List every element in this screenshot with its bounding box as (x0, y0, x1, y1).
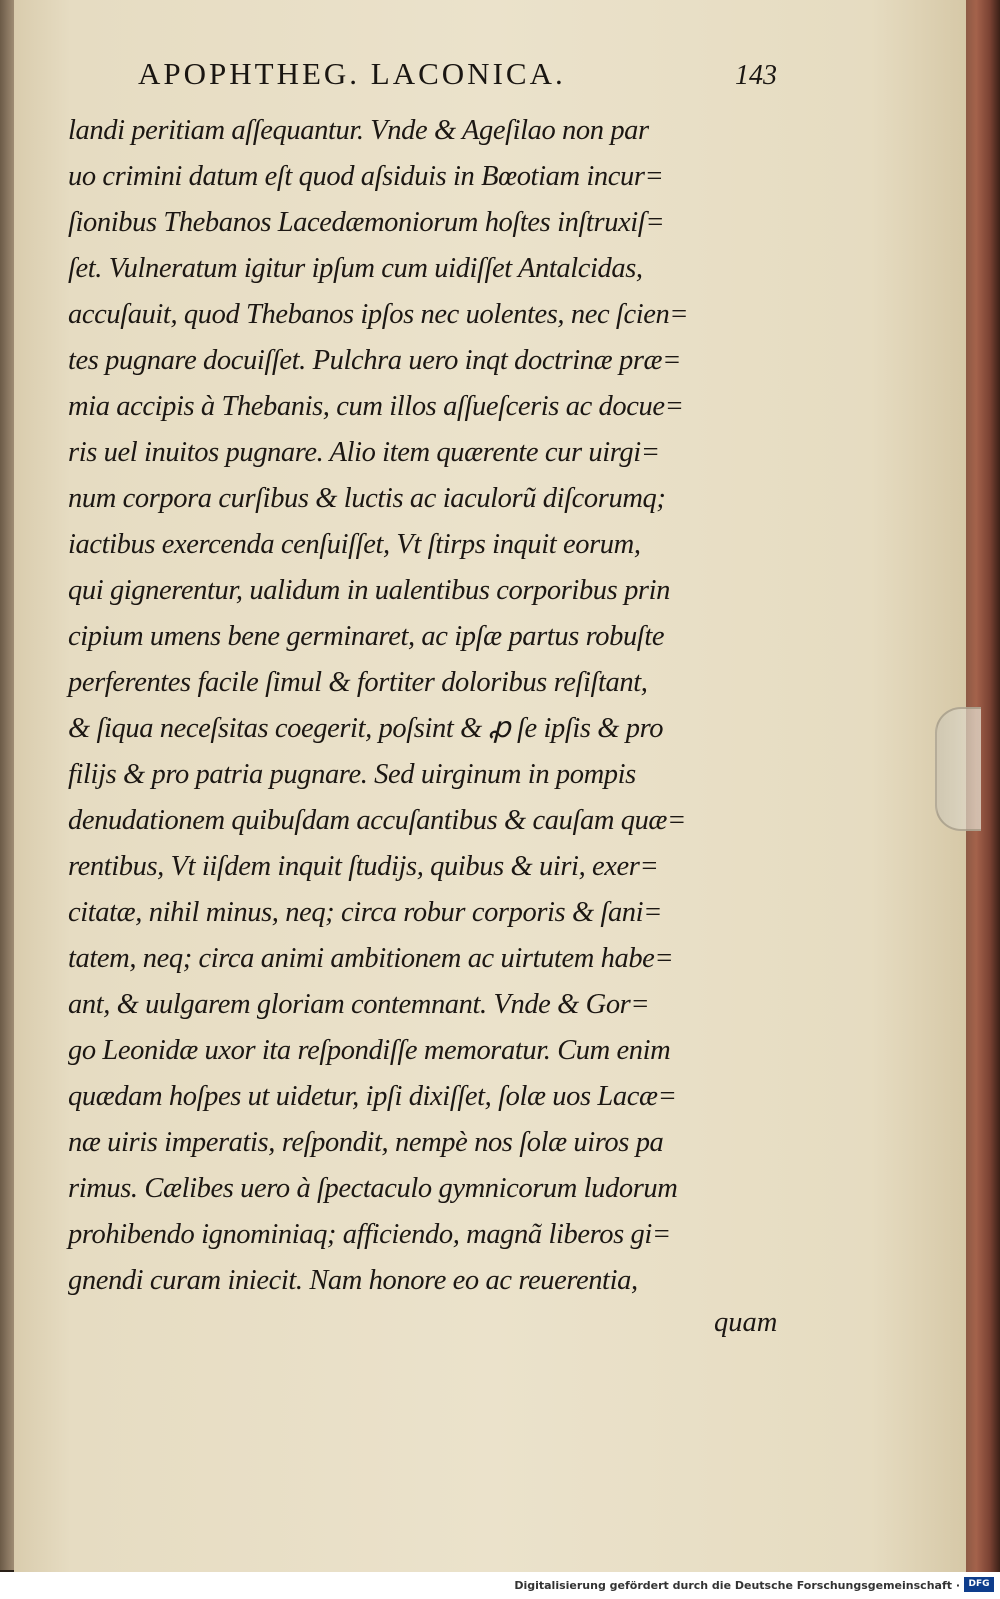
text-line: landi peritiam aſſequantur. Vnde & Ageſilao non par (68, 115, 649, 146)
page-clip-tab (935, 707, 981, 831)
footer-bar (0, 1572, 1000, 1599)
text-line: num corpora curſibus & luctis ac iaculorũ diſcorumq; (68, 483, 666, 514)
text-line: mia accipis à Thebanis, cum illos aſſueſceris ac docue= (68, 391, 684, 422)
text-line: go Leonidæ uxor ita reſpondiſſe memoratur. Cum enim (68, 1035, 671, 1066)
catchword: quam (714, 1307, 778, 1338)
text-line: accuſauit, quod Thebanos ipſos nec uolentes, nec ſcien= (68, 299, 689, 330)
text-line: ant, & uulgarem gloriam contemnant. Vnde & Gor= (68, 989, 650, 1020)
text-line: ſet. Vulneratum igitur ipſum cum uidiſſet Antalcidas, (68, 253, 643, 284)
text-line: quædam hoſpes ut uidetur, ipſi dixiſſet, ſolæ uos Lacæ= (68, 1081, 677, 1112)
text-line: & ſiqua neceſsitas coegerit, poſsint & ꝓ ſe ipſis & pro (68, 713, 664, 744)
text-line: iactibus exercenda cenſuiſſet, Vt ſtirps inquit eorum, (68, 529, 641, 560)
text-line: tes pugnare docuiſſet. Pulchra uero inqt doctrinæ præ= (68, 345, 681, 376)
text-line: uo crimini datum eſt quod aſsiduis in Bœotiam incur= (68, 161, 664, 192)
text-line: prohibendo ignominiaq; afficiendo, magnã liberos gi= (68, 1219, 671, 1250)
text-line: cipium umens bene germinaret, ac ipſæ partus robuſte (68, 621, 665, 652)
text-line: perferentes facile ſimul & fortiter doloribus reſiſtant, (68, 667, 648, 698)
text-line: ſionibus Thebanos Lacedæmoniorum hoſtes inſtruxiſ= (68, 207, 665, 238)
text-line: denudationem quibuſdam accuſantibus & cauſam quæ= (68, 805, 686, 836)
footer-credit: Digitalisierung gefördert durch die Deutsche Forschungsgemeinschaft · (514, 1579, 960, 1592)
text-block (68, 108, 798, 1304)
text-line: rimus. Cælibes uero à ſpectaculo gymnicorum ludorum (68, 1173, 678, 1204)
text-line: ris uel inuitos pugnare. Alio item quærente cur uirgi= (68, 437, 660, 468)
text-line: qui gignerentur, ualidum in ualentibus corporibus prin (68, 575, 670, 606)
text-line: næ uiris imperatis, reſpondit, nempè nos ſolæ uiros pa (68, 1127, 664, 1158)
text-line: rentibus, Vt iiſdem inquit ſtudijs, quibus & uiri, exer= (68, 851, 659, 882)
text-line: filijs & pro patria pugnare. Sed uirginum in pompis (68, 759, 636, 790)
text-line: citatæ, nihil minus, neq; circa robur corporis & ſani= (68, 897, 663, 928)
text-line: gnendi curam iniecit. Nam honore eo ac reuerentia, (68, 1265, 638, 1296)
text-line: tatem, neq; circa animi ambitionem ac uirtutem habe= (68, 943, 674, 974)
page-number: 143 (735, 60, 777, 91)
dfg-logo: DFG (964, 1577, 994, 1592)
running-head: APOPHTHEG. LACONICA. (138, 56, 566, 91)
